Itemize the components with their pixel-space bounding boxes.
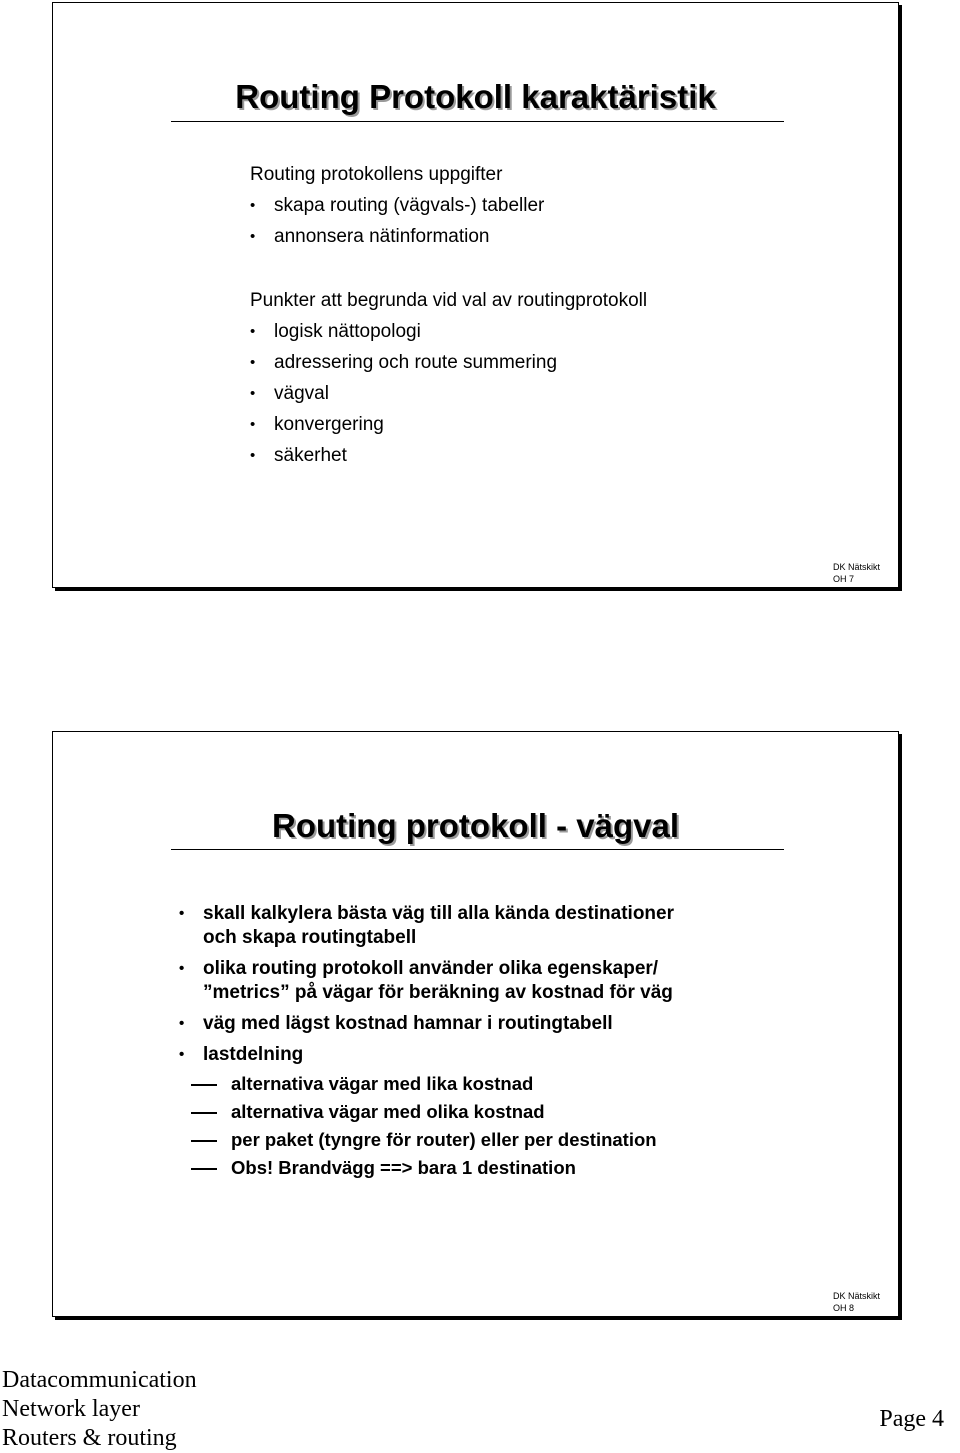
list-item (175, 902, 875, 950)
footer-slide-number: OH 8 (833, 1303, 855, 1313)
list-item: • säkerhet (250, 440, 647, 471)
list-item-line: • olika routing protokoll använder olika egenskaper/ (203, 958, 659, 979)
footer-course-title: Datacommunication (2, 1367, 197, 1393)
section-heading: Punkter att begrunda vid val av routingprotokoll (250, 290, 648, 311)
list-item: • adressering och route summering (250, 347, 647, 378)
list-item-line: • lastdelning (203, 1044, 304, 1065)
list-item (175, 957, 875, 1005)
slide-footer (833, 561, 880, 585)
list-item: • skapa routing (vägvals-) tabeller (250, 190, 544, 221)
footer-course: DK Nätskikt (833, 1291, 881, 1301)
sub-list-item: alternativa vägar med olika kostnad (191, 1098, 875, 1126)
footer-subtopic: Routers & routing (2, 1425, 177, 1451)
title-divider (171, 849, 784, 850)
sub-list-item: alternativa vägar med lika kostnad (191, 1070, 875, 1098)
page-number: Page 4 (879, 1406, 944, 1432)
list-item: • annonsera nätinformation (250, 221, 544, 252)
footer-topic: Network layer (2, 1396, 140, 1422)
list-item-line: ”metrics” på vägar för beräkning av kostnad för väg (203, 982, 673, 1003)
footer-slide-number: OH 7 (833, 574, 855, 584)
page-footer (2, 1366, 197, 1453)
list-item (175, 1012, 875, 1036)
bullet-list (175, 902, 875, 1182)
bullet-list (250, 190, 544, 252)
section-considerations (250, 285, 647, 471)
list-item-line: och skapa routingtabell (203, 927, 417, 948)
sub-list-item: per paket (tyngre för router) eller per destination (191, 1126, 875, 1154)
section-heading: Routing protokollens uppgifter (250, 164, 503, 185)
list-item: • vägval (250, 378, 647, 409)
footer-course: DK Nätskikt (833, 562, 881, 572)
slide-body (175, 902, 875, 1189)
slide-oh8 (52, 731, 899, 1317)
list-item (175, 1043, 875, 1182)
list-item: • konvergering (250, 409, 647, 440)
slide-title: Routing Protokoll karaktäristik (235, 78, 716, 115)
bullet-list (250, 316, 647, 471)
list-item-line: • skall kalkylera bästa väg till alla kända destinationer (203, 903, 675, 924)
slide-footer (833, 1290, 880, 1314)
title-divider (171, 121, 784, 122)
section-tasks (250, 159, 544, 252)
sub-list (203, 1070, 875, 1182)
slide-oh7 (52, 2, 899, 588)
list-item-line: • väg med lägst kostnad hamnar i routingtabell (203, 1013, 613, 1034)
slide-title: Routing protokoll - vägval (271, 807, 679, 844)
sub-list-item: Obs! Brandvägg ==> bara 1 destination (191, 1154, 875, 1182)
list-item: • logisk nättopologi (250, 316, 647, 347)
